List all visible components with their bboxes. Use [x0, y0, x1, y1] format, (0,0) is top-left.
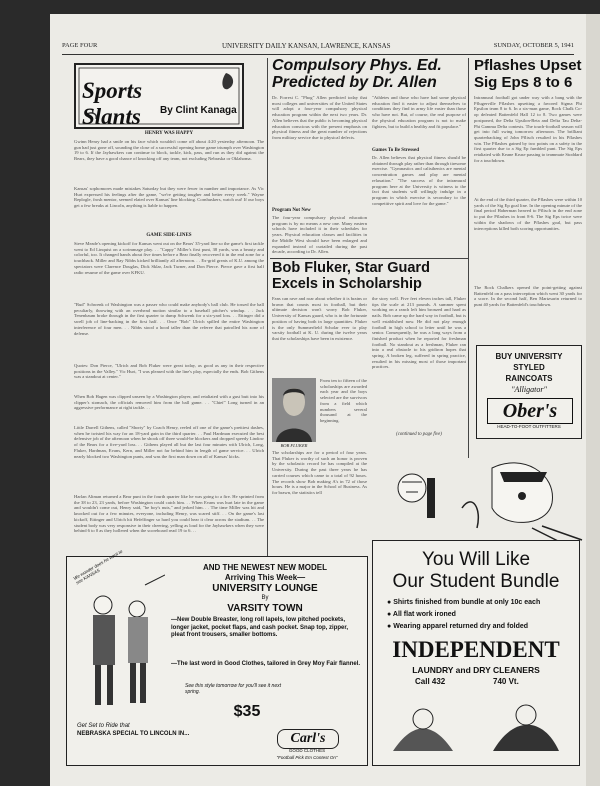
sports-slants-title: Sports Slants	[82, 78, 143, 129]
article-divider	[270, 258, 468, 259]
masthead: UNIVERSITY DAILY KANSAN, LAWRENCE, KANSAS	[222, 42, 391, 50]
raincoat-line-2: STYLED	[513, 363, 545, 372]
slants-paragraph-2: Kansas' sophomores made mistakes Saturday but they were fewer in number and importance. As Vic Hurt expressed his feelings after the game, "we're getting tougher and better every week." Wayne Replogle, frosh mentor, seemed elated over Kansas' line blocking. Cornhuskers, watch out! If our boys get a few breaks at Lincoln, anything is liable to happen.	[74, 186, 264, 209]
laundry-phone: Call 432	[415, 677, 446, 686]
pflashes-headline-1: Pflashes Upset	[474, 57, 582, 74]
independent-laundry-ad	[372, 540, 580, 766]
fluker-headline-2: Excels in Scholarship	[272, 276, 422, 292]
varsity-town-ad	[66, 548, 368, 766]
lounge-note: See this style tomorrow for you'll see it next spring.	[185, 683, 281, 695]
carls-logo: Carl's	[277, 729, 339, 749]
henry-was-happy-subhead: HENRY WAS HAPPY	[144, 131, 194, 136]
program-not-new-subhead: Program Not New	[272, 208, 311, 213]
slants-paragraph-3: Steve Meade's opening kickoff for Kansas went out on the Bears' 35-yard line so the game's first tackle went to Ed Linquist on a scrimmage play. . . "Cappy" Miller's first punt, 38 yards, was a beauty and colorful, too. It changed hands about five times before a Bear finally recovered it in the end zone for a touchback. Miller and Ray Nibbs kicked brilliantly all afternoon. . . Ex-grid greats of K.U. among the spectators were Clarence Douglas, Dick Sklar, Jack Turner, and Don Pierce. Pierce gave a first half radio resume of the game over KFKU.	[74, 241, 264, 275]
laundry-bullet-2: ● All flat work ironed	[387, 611, 456, 618]
issue-date: SUNDAY, OCTOBER 5, 1941	[493, 42, 574, 49]
laundry-headline-2: Our Student Bundle	[392, 571, 560, 592]
cartoon-speech-bubble: We wonder does he want to see KANSAS	[72, 548, 124, 586]
pflashes-text-3: The Rock Chalkers opened the point-getting against Battenfeld on a pass interception which went 30 yards for a score. In the second half, Ben Martzsarin returned to punt 40 yards for Battenfeld's touchdown.	[474, 285, 582, 308]
lounge-by: By	[261, 595, 269, 601]
pflashes-text-1: Intramural football got under way with a bang with the Pflugerville Pflashes upsetting a favored Sigma Phi Epsilon team 8 to 6. In a six-man game, Rock Chalk Co-op defeated Battenfeld Hall 12 to 8. Two games were postponed, the Delta Upsilon-Beta and Delta Tau Delta-Phi Gamma Delta contests. The touch-football season will get into full swing tomorrow afternoon. The brilliant quarterbacking of John Pflisch resulted in his Pflashes win. The Pflashes gained by two points on a safety in the first quarter due to a Sig Ep fumbled punt. The Sig Eps retaliated with Keane Kruse passing to teammate Stoddard for a touchdown.	[474, 95, 582, 163]
laundry-address: 740 Vt.	[493, 677, 519, 686]
lounge-price: $35	[233, 703, 261, 720]
obers-tagline: HEAD-TO-FOOT OUTFITTERS	[497, 424, 561, 429]
raincoat-line-1: BUY UNIVERSITY	[495, 352, 563, 361]
students-illustration	[73, 565, 165, 715]
page-header	[62, 42, 574, 52]
raincoat-ad	[476, 345, 582, 439]
laundry-headline-1: You Will Like	[421, 549, 531, 570]
varsity-town-brand: VARSITY TOWN	[227, 603, 303, 614]
lounge-item-1: —New Double Breaster, long roll lapels, low pitched pockets, longer jacket, pocket flaps, and cash pocket. Snap top, zipper, pleat front trousers, smaller bottoms.	[171, 617, 349, 638]
laundry-bullet-3: ● Wearing apparel returned dry and folded	[387, 623, 529, 630]
phys-ed-col2b: Dr. Allen believes that physical fitness should be obtained through play rather than through tiresome exercise. "Gymnastics and calisthenics are mental concentration games and play are mental relaxation." "The success of the intramural program here at the University is witness to the fact that students will willingly indulge in a program in which exercise is secondary to the competitive spirit and love for the game."	[372, 155, 466, 206]
slants-paragraph-1: Gwinn Henry had a smile on his face which wouldn't come off about 4:20 yesterday afternoon. The gun had just gone off, sounding the close of a successful opening home game triumph over Washington 19 to 6. If the Jayhawkers can continue to block, tackle, kick, pass, and run as they did against the Bears, they have a good chance of knocking off any team, not excluding Nebraska or Oklahoma.	[74, 139, 264, 162]
games-stressed-subhead: Games To Be Stressed	[372, 148, 419, 153]
bullet-3-text: Wearing apparel returned dry and folded	[393, 623, 529, 630]
column-rule-1	[267, 58, 268, 558]
raincoat-line-3: RAINCOATS	[505, 374, 553, 383]
continued-note: (continued to page five)	[396, 432, 442, 437]
slants-paragraph-6: When Bob Hagen was clipped unseen by a Washington player, and retaliated with a gust butt into his clipper's stomach, the officials removed him from the ball game. . . "Chief" Long turned in an aggressive performance at right tackle. . .	[74, 394, 264, 411]
slants-paragraph-4: "Bud" Schwenk of Washington was a passer who could make anybody's ball club. He tossed the ball peculiarly, throwing with an overhead motion similar to a baseball pitcher's windup. . . Jack Tenenbaum broke through in the first quarter to dump Schwenk for a six-yard loss. . . Ettinger did a swell job of line-backing in the first half. . . Once "Bob" Ulrich spilled the entire Washington interference of four men. . . Nibbs stood a hood taller than the referee that patrolled his zone of defense.	[74, 302, 264, 336]
column-rule-2	[468, 58, 469, 458]
pflashes-text-2: At the end of the third quarter, the Pflashes were within 10 yards of the Sig Ep goal line. In the opening minute of the final period Haberman heaved to Pflisch in the end zone to put the Pflashes in front 8-6. The Sig Eps twice were within the shadows of the Pflashes goal, but pass interceptions killed both scoring opportunities.	[474, 197, 582, 231]
slants-paragraph-8: Harlan Altman returned a Bear punt in the fourth quarter like he was going to a fire. He sprinted from the 38 to 23, 23 yards, before Washington could catch him. . . When Evans was hurt late in the game and wouldn't come out, Henry said, "he boy's nuts," and jerked him. . . The time Miller was hit and knocked out for a few minutes, everyone, including Henry, was scared stiff. . . On the game's last kickoff, Ettinger and Ulrich hit Hefelfinger so hard you could hear it clear across the stadium. . . The student body was very responsive in their cheering, yelling as loud for the Jayhawkers when they were behind 6 to 0 as they hollered when the scoreboard read 19 to 6. . .	[74, 494, 264, 534]
page-number: PAGE FOUR	[62, 42, 98, 49]
lounge-item-2: —The last word in Good Clothes, tailored in Grey Moy Fair flannel.	[171, 661, 361, 667]
header-rule	[62, 54, 574, 55]
fluker-col1c: The scholarships are for a period of four years. That Fluker is worthy of such an honor is proven by the scholastic record he has compiled at the University. During the past three years he has carried courses which came to a total of 92 hours. The records show Bob making A's in 72 of those hours. He is a major in the School of Business. As for brawn, the statistics tell	[272, 450, 367, 495]
obers-logo: Ober's	[487, 398, 573, 424]
slants-paragraph-5: Quotes: Don Pierce, "Ulrich and Bob Fluker were great today, as good as any in their respective positions in the Valley." Vic Hurt, "I was pleased with the line's play, especially the ends. Bob Githens was a standout at center."	[74, 363, 264, 380]
pflashes-headline-2: Sig Eps 8 to 6	[474, 74, 573, 91]
bullet-1-text: Shirts finished from bundle at only 10c each	[393, 599, 541, 606]
fluker-photo	[272, 378, 316, 442]
phys-ed-col1: Dr. Forrest C. "Phog" Allen predicted today that most colleges and universities of the United States will adopt a four-year compulsory physical education program within the next two years. Dr. Allen believes that the public is becoming physical education conscious with the present emphasis on physical fitness and the great number of rejections from military service due to physical defects.	[272, 95, 367, 140]
lounge-heading-1: AND THE NEWEST NEW MODEL	[203, 563, 327, 572]
lounge-title: UNIVERSITY LOUNGE	[212, 583, 318, 594]
laundry-sub: LAUNDRY and DRY CLEANERS	[412, 665, 540, 675]
laundry-name: INDEPENDENT	[392, 637, 560, 662]
carls-slogan: "Football Pick Em Contest On"	[276, 755, 338, 760]
phys-ed-headline-1: Compulsory Phys. Ed.	[272, 57, 442, 74]
bullet-2-text: All flat work ironed	[392, 611, 456, 618]
raincoat-line-4: "Alligator"	[511, 385, 547, 394]
phys-ed-headline-2: Predicted by Dr. Allen	[272, 74, 437, 91]
laundry-bullet-1: ● Shirts finished from bundle at only 10c each	[387, 599, 541, 606]
fluker-col1a: Fans can rave and roar about whether it is brains or brawn that counts most in football, but their ultimate decision won't worry Bob Fluker, University of Kansas guard, who is in the fortunate position of having both in large quantities. Fluker is the only Summerfield Scholar ever to play varsity football at K. U. during the twelve years that the scholarships have been in existence.	[272, 296, 367, 341]
fluker-col2: the story well. Five feet eleven inches tall, Fluker tips the scale at 213 pounds. A summer spent working on a ranch left him bronzed and hard as nails. Bob came up the hard way in football, but is well established now. He did not play enough football in high school to letter until he was a senior. Consequently, he was a long ways from a finished product when he reported for freshman football. No standout as a freshman, Fluker ran into a real obstacle to his gridiron hopes that spring. A broken leg, suffered in spring practice, resulted in his missing most of those important practices.	[372, 296, 466, 370]
fluker-headline-1: Bob Fluker, Star Guard	[272, 260, 430, 276]
ride-line-2: NEBRASKA SPECIAL TO LINCOLN IN...	[77, 731, 190, 737]
slants-paragraph-7: Little Darrell Githens, called "Shorty" by Coach Henry, reeled off one of the game's prettiest dashes, when he twisted his way for an 18-yard gain in the third quarter. . . Paul Hardman executed the best defensive job of the afternoon when he shook off three would-be blockers and dropped speedy Lindow of the Bears for a five-yard loss. . . Githens played all but the last four minutes with Ulrich, Long, Fluker, Hardman, Evans, Kern, and Miller not far behind him in length of game service. . . Ulrich nearly blocked two Washington punts, and was the first man down on all of Kansas' kicks.	[74, 425, 264, 459]
sports-slants-byline: By Clint Kanaga	[160, 105, 237, 116]
carls-sub: GOOD CLOTHES	[288, 748, 326, 753]
game-side-lines-subhead: GAME SIDE-LINES	[146, 233, 192, 238]
fluker-col1b: From ten to fifteen of the scholarships are awarded each year and the boys selected are the survivors from a field which numbers several thousand at the beginning.	[320, 378, 367, 423]
next-page-edge	[586, 14, 600, 786]
ride-line-1: Get Set to Ride that	[77, 723, 130, 729]
photo-caption: BOB FLUKER	[280, 443, 308, 448]
player-portrait	[272, 378, 316, 442]
lounge-heading-2: Arriving This Week—	[224, 573, 306, 582]
phys-ed-col2: "Athletes and those who have had some physical education find it easier to adjust themselves to conditions they find in army life easier than those who have not. But, of course, the real purpose of the physical education program is not to make fighters, but to build a healthy and fit populace."	[372, 95, 466, 129]
phys-ed-col1b: The four-year compulsory physical education program is by no means a new one. Many eastern schools have included it in their schedules for years. Physical education classes and facilities in the Middle West should have been enlarged and expanded instead of curtailed during the past decade, according to Dr. Allen.	[272, 215, 367, 255]
laundry-cartoon	[383, 691, 569, 761]
